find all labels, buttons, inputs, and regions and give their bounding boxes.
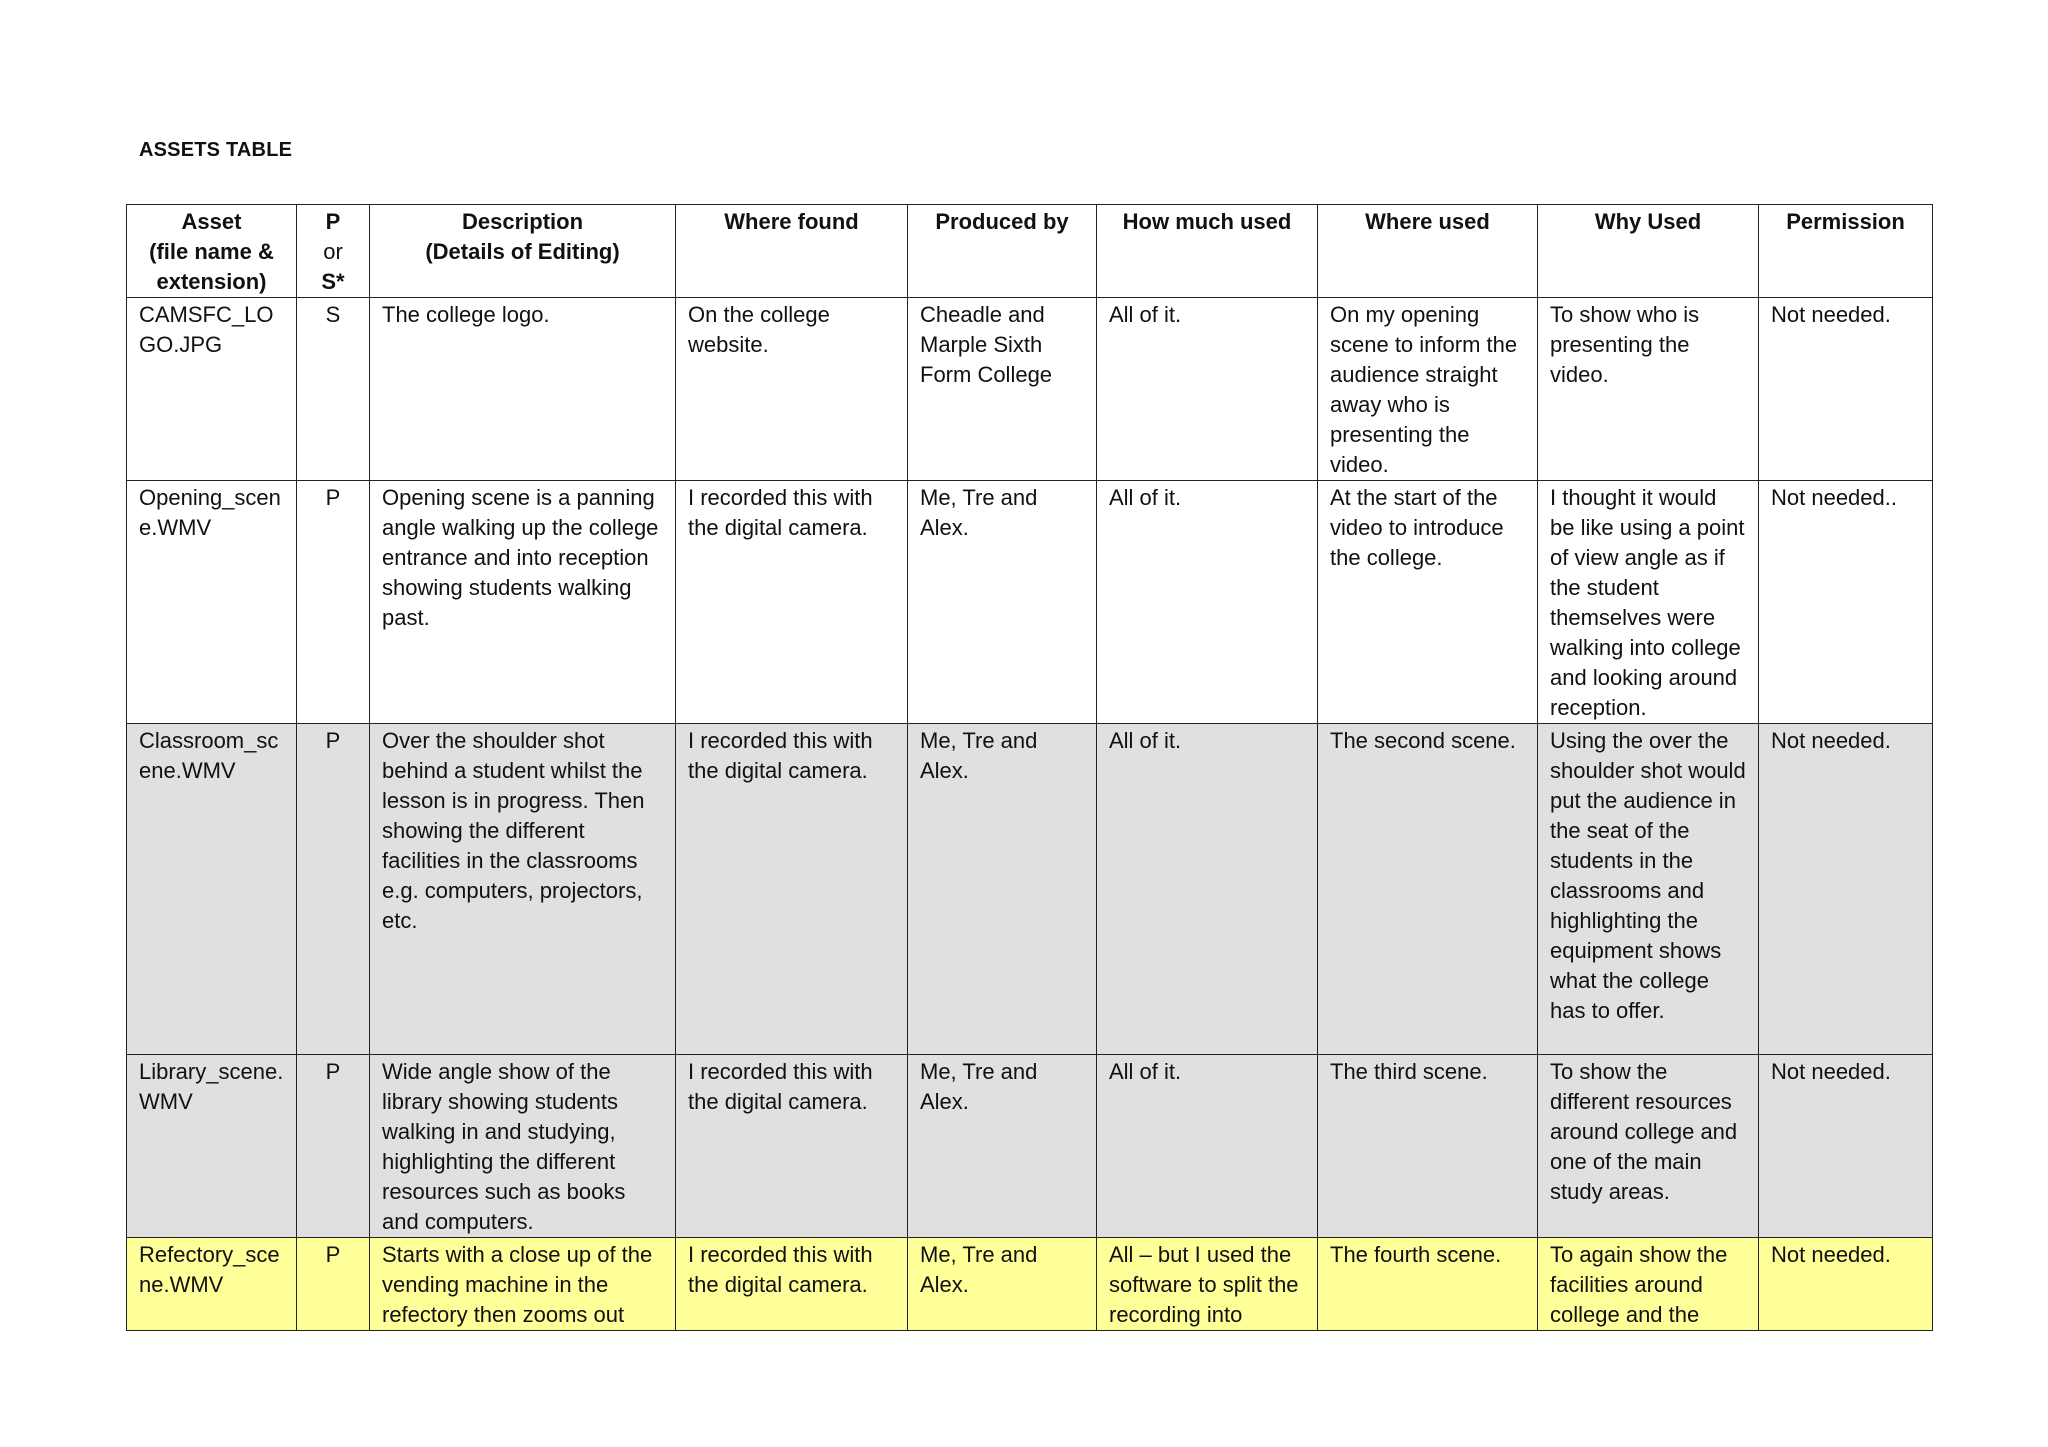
cell-p-or-s: P [297,1238,370,1331]
column-header-where-used: Where used [1318,205,1538,298]
cell-produced-by: Me, Tre and Alex. [908,724,1097,1055]
cell-asset: Refectory_scene.WMV [127,1238,297,1331]
table-row [127,724,1933,1055]
cell-where-used: The third scene. [1318,1055,1538,1238]
cell-produced-by: Me, Tre and Alex. [908,481,1097,724]
cell-where-found: I recorded this with the digital camera. [676,724,908,1055]
cell-where-found: I recorded this with the digital camera. [676,1238,908,1331]
table-row [127,1238,1933,1331]
cell-how-much-used: All of it. [1097,298,1318,481]
cell-why-used: Using the over the shoulder shot would put the audience in the seat of the students in the classrooms and highlighting the equipment shows what the college has to offer. [1538,724,1759,1055]
cell-where-used: The second scene. [1318,724,1538,1055]
column-header-how-much-used: How much used [1097,205,1318,298]
column-header-asset: Asset (file name & extension) [127,205,297,298]
column-header-description: Description (Details of Editing) [370,205,676,298]
cell-description: Opening scene is a panning angle walking up the college entrance and into reception showing students walking past. [370,481,676,724]
assets-table [126,204,1933,1331]
cell-permission: Not needed. [1759,1055,1933,1238]
cell-where-found: I recorded this with the digital camera. [676,481,908,724]
column-header-p-or-s: P or S* [297,205,370,298]
cell-where-found: On the college website. [676,298,908,481]
cell-permission: Not needed.. [1759,481,1933,724]
cell-produced-by: Me, Tre and Alex. [908,1238,1097,1331]
cell-asset: CAMSFC_LOGO.JPG [127,298,297,481]
cell-produced-by: Me, Tre and Alex. [908,1055,1097,1238]
cell-permission: Not needed. [1759,298,1933,481]
cell-permission: Not needed. [1759,724,1933,1055]
cell-why-used: I thought it would be like using a point of view angle as if the student themselves were walking into college and looking around reception. [1538,481,1759,724]
table-row [127,481,1933,724]
cell-p-or-s: P [297,481,370,724]
cell-where-used: At the start of the video to introduce the college. [1318,481,1538,724]
cell-p-or-s: P [297,1055,370,1238]
cell-asset: Classroom_scene.WMV [127,724,297,1055]
cell-how-much-used: All of it. [1097,724,1318,1055]
table-header-row [127,205,1933,298]
cell-where-found: I recorded this with the digital camera. [676,1055,908,1238]
column-header-permission: Permission [1759,205,1933,298]
cell-asset: Library_scene.WMV [127,1055,297,1238]
cell-asset: Opening_scene.WMV [127,481,297,724]
cell-description: The college logo. [370,298,676,481]
cell-where-used: On my opening scene to inform the audience straight away who is presenting the video. [1318,298,1538,481]
cell-p-or-s: S [297,298,370,481]
cell-why-used: To show who is presenting the video. [1538,298,1759,481]
cell-produced-by: Cheadle and Marple Sixth Form College [908,298,1097,481]
cell-how-much-used: All of it. [1097,481,1318,724]
cell-how-much-used: All – but I used the software to split the recording into [1097,1238,1318,1331]
cell-description: Starts with a close up of the vending machine in the refectory then zooms out [370,1238,676,1331]
column-header-where-found: Where found [676,205,908,298]
table-row [127,298,1933,481]
cell-where-used: The fourth scene. [1318,1238,1538,1331]
table-row [127,1055,1933,1238]
cell-permission: Not needed. [1759,1238,1933,1331]
cell-why-used: To show the different resources around college and one of the main study areas. [1538,1055,1759,1238]
column-header-why-used: Why Used [1538,205,1759,298]
cell-description: Wide angle show of the library showing students walking in and studying, highlighting the different resources such as books and computers. [370,1055,676,1238]
cell-description: Over the shoulder shot behind a student whilst the lesson is in progress. Then showing the different facilities in the classrooms e.g. computers, projectors, etc. [370,724,676,1055]
column-header-produced-by: Produced by [908,205,1097,298]
cell-why-used: To again show the facilities around college and the [1538,1238,1759,1331]
cell-p-or-s: P [297,724,370,1055]
page-title: ASSETS TABLE [139,139,293,161]
cell-how-much-used: All of it. [1097,1055,1318,1238]
